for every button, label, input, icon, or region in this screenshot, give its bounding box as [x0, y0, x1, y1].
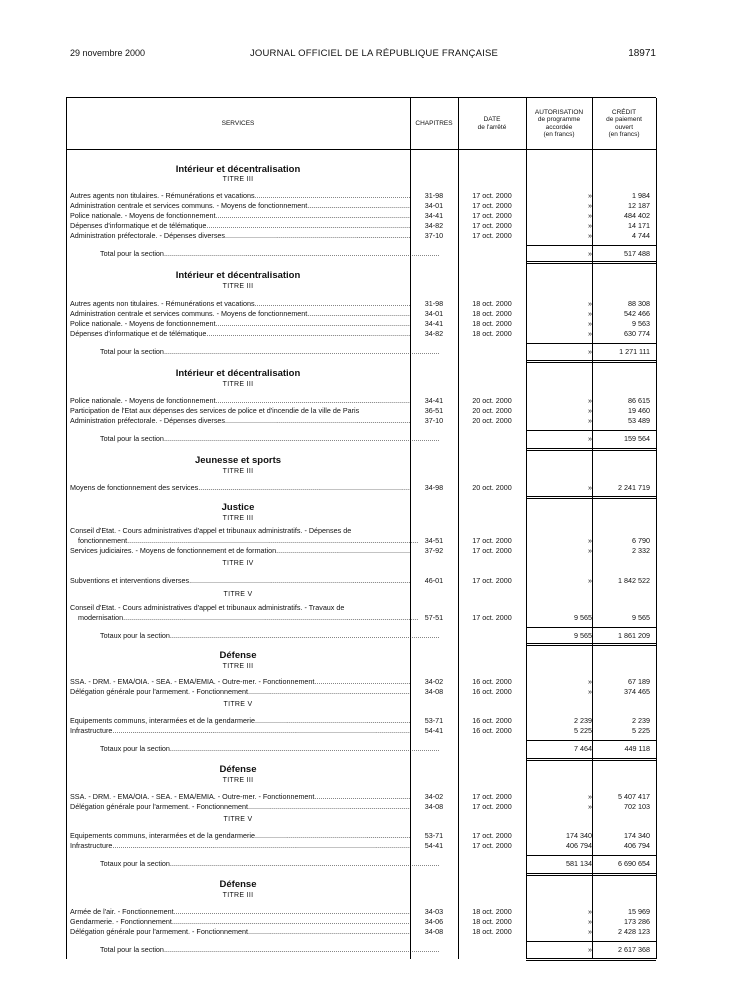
titre-label: TITRE III — [222, 777, 254, 784]
arrete-date: 17 oct. 2000 — [472, 841, 512, 850]
credit-value: 159 564 — [624, 434, 650, 443]
total-row — [66, 433, 656, 444]
autorisation-value: » — [588, 677, 592, 686]
autorisation-value: » — [588, 406, 592, 415]
service-label: Subventions et interventions diverses ..... — [70, 575, 410, 586]
total-row — [66, 248, 656, 259]
arrete-date: 20 oct. 2000 — [472, 416, 512, 425]
service-label: Armée de l'air. - Fonctionnement ..... — [70, 906, 410, 917]
total-row — [66, 743, 656, 754]
column-header-chapitres: CHAPITRES — [415, 119, 453, 127]
autorisation-value: » — [588, 483, 592, 492]
arrete-date: 18 oct. 2000 — [472, 309, 512, 318]
credit-value: 1 271 111 — [619, 347, 650, 356]
chapter-number: 34-08 — [424, 687, 444, 696]
chapter-number: 36-51 — [424, 406, 444, 415]
autorisation-value: 2 239 — [574, 716, 592, 725]
service-label: Administration préfectorale. - Dépenses diverses ..... — [70, 415, 410, 426]
chapter-number: 34-08 — [424, 802, 444, 811]
arrete-date: 17 oct. 2000 — [472, 201, 512, 210]
credit-value: 5 407 417 — [618, 792, 650, 801]
column-header-credit: CRÉDIT de paiement ouvert (en francs) — [606, 108, 642, 138]
section-title: Intérieur et décentralisation — [175, 368, 301, 379]
chapter-number: 34-06 — [424, 917, 444, 926]
total-row — [66, 858, 656, 869]
autorisation-value: » — [588, 396, 592, 405]
autorisation-value: » — [588, 211, 592, 220]
arrete-date: 17 oct. 2000 — [472, 536, 512, 545]
credit-value: 9 563 — [632, 319, 650, 328]
autorisation-value: 406 794 — [566, 841, 592, 850]
titre-label: TITRE III — [222, 176, 254, 183]
autorisation-value: » — [588, 319, 592, 328]
table-row — [66, 801, 656, 812]
service-label: Infrastructure ..... — [70, 725, 410, 736]
service-label: Police nationale. - Moyens de fonctionnement ..... — [70, 395, 410, 406]
arrete-date: 17 oct. 2000 — [472, 792, 512, 801]
service-label: Total pour la section ..... — [100, 944, 440, 955]
chapter-number: 31-98 — [424, 191, 444, 200]
section-title: Défense — [219, 879, 257, 890]
service-label: Infrastructure ..... — [70, 840, 410, 851]
service-label: Totaux pour la section ..... — [100, 858, 440, 869]
credit-value: 702 103 — [624, 802, 650, 811]
credit-value: 2 239 — [632, 716, 650, 725]
service-label: Dépenses d'informatique et de télématique ..... — [70, 328, 410, 339]
titre-label: TITRE III — [222, 515, 254, 522]
arrete-date: 16 oct. 2000 — [472, 726, 512, 735]
arrete-date: 18 oct. 2000 — [472, 927, 512, 936]
credit-value: 484 402 — [624, 211, 650, 220]
service-label: Conseil d'Etat. - Cours administratives d'appel et tribunaux administratifs. - Travaux de — [70, 603, 345, 612]
chapter-number: 34-41 — [424, 211, 444, 220]
column-header-services: SERVICES — [221, 119, 255, 127]
autorisation-value: » — [588, 536, 592, 545]
table-row — [66, 840, 656, 851]
credit-value: 406 794 — [624, 841, 650, 850]
credit-value: 14 171 — [628, 221, 650, 230]
titre-label: TITRE III — [222, 892, 254, 899]
service-label: fonctionnement ..... — [78, 535, 418, 546]
service-label: SSA. - DRM. - EMA/OIA. - SEA. - EMA/EMIA. - Outre-mer. - Fonctionnement ..... — [70, 676, 410, 687]
table-row — [66, 612, 656, 623]
service-label: Autres agents non titulaires. - Rémunérations et vacations ..... — [70, 190, 410, 201]
chapter-number: 34-98 — [424, 483, 444, 492]
arrete-date: 20 oct. 2000 — [472, 396, 512, 405]
chapter-number: 57-51 — [424, 613, 444, 622]
autorisation-value: » — [588, 907, 592, 916]
service-label: Administration préfectorale. - Dépenses diverses ..... — [70, 230, 410, 241]
autorisation-value: » — [588, 191, 592, 200]
table-row — [66, 328, 656, 339]
arrete-date: 18 oct. 2000 — [472, 907, 512, 916]
credit-value: 88 308 — [628, 299, 650, 308]
service-label: Délégation générale pour l'armement. - Fonctionnement ..... — [70, 801, 410, 812]
autorisation-value: » — [588, 576, 592, 585]
autorisation-value: » — [588, 309, 592, 318]
credit-value: 9 565 — [632, 613, 650, 622]
arrete-date: 18 oct. 2000 — [472, 917, 512, 926]
chapter-number: 34-01 — [424, 201, 444, 210]
autorisation-value: » — [588, 434, 592, 443]
chapter-number: 34-41 — [424, 396, 444, 405]
credit-value: 2 428 123 — [618, 927, 650, 936]
credit-value: 2 332 — [632, 546, 650, 555]
autorisation-value: 9 565 — [574, 631, 592, 640]
titre-label: TITRE III — [222, 381, 254, 388]
service-label: Equipements communs, interarmées et de la gendarmerie ..... — [70, 715, 410, 726]
service-label: Délégation générale pour l'armement. - Fonctionnement ..... — [70, 686, 410, 697]
service-label: Conseil d'Etat. - Cours administratives d'appel et tribunaux administratifs. - Dépenses de — [70, 526, 352, 535]
table-row — [66, 545, 656, 556]
titre-label: TITRE III — [222, 283, 254, 290]
table-row — [66, 230, 656, 241]
titre-label: TITRE V — [223, 591, 253, 598]
arrete-date: 18 oct. 2000 — [472, 329, 512, 338]
arrete-date: 17 oct. 2000 — [472, 831, 512, 840]
credit-value: 19 460 — [628, 406, 650, 415]
credit-value: 1 861 209 — [618, 631, 650, 640]
credit-value: 2 617 368 — [618, 945, 650, 954]
total-row — [66, 346, 656, 357]
autorisation-value: » — [588, 347, 592, 356]
credit-value: 374 465 — [624, 687, 650, 696]
credit-value: 1 842 522 — [618, 576, 650, 585]
service-label: Délégation générale pour l'armement. - Fonctionnement ..... — [70, 926, 410, 937]
arrete-date: 17 oct. 2000 — [472, 231, 512, 240]
service-label: Total pour la section ..... — [100, 433, 440, 444]
autorisation-value: » — [588, 221, 592, 230]
autorisation-value: » — [588, 927, 592, 936]
arrete-date: 17 oct. 2000 — [472, 613, 512, 622]
autorisation-value: » — [588, 201, 592, 210]
credit-value: 67 189 — [628, 677, 650, 686]
chapter-number: 54-41 — [424, 726, 444, 735]
service-label: Moyens de fonctionnement des services ..... — [70, 482, 410, 493]
table-row — [66, 725, 656, 736]
chapter-number: 37-92 — [424, 546, 444, 555]
autorisation-value: » — [588, 231, 592, 240]
autorisation-value: » — [588, 299, 592, 308]
chapter-number: 34-01 — [424, 309, 444, 318]
section-title: Intérieur et décentralisation — [175, 164, 301, 175]
chapter-number: 53-71 — [424, 716, 444, 725]
autorisation-value: 174 340 — [566, 831, 592, 840]
section-title: Défense — [219, 764, 257, 775]
autorisation-value: » — [588, 416, 592, 425]
service-label: Gendarmerie. - Fonctionnement ..... — [70, 916, 410, 927]
section-title: Justice — [221, 502, 255, 513]
chapter-number: 37-10 — [424, 416, 444, 425]
arrete-date: 16 oct. 2000 — [472, 716, 512, 725]
arrete-date: 16 oct. 2000 — [472, 687, 512, 696]
service-label: Equipements communs, interarmées et de la gendarmerie ..... — [70, 830, 410, 841]
credit-value: 6 790 — [632, 536, 650, 545]
credit-value: 1 984 — [632, 191, 650, 200]
credit-value: 173 286 — [624, 917, 650, 926]
header-journal-title: JOURNAL OFFICIEL DE LA RÉPUBLIQUE FRANÇAISE — [249, 48, 499, 59]
arrete-date: 17 oct. 2000 — [472, 221, 512, 230]
arrete-date: 18 oct. 2000 — [472, 299, 512, 308]
arrete-date: 17 oct. 2000 — [472, 802, 512, 811]
service-label: Autres agents non titulaires. - Rémunérations et vacations ..... — [70, 298, 410, 309]
service-label: Total pour la section ..... — [100, 346, 440, 357]
column-header-autorisation: AUTORISATION de programme accordée (en francs) — [534, 108, 584, 138]
credit-value: 5 225 — [632, 726, 650, 735]
service-label: Participation de l'Etat aux dépenses des services de police et d'incendie de la ville de Paris — [70, 406, 360, 415]
credit-value: 2 241 719 — [618, 483, 650, 492]
credits-table — [66, 97, 656, 959]
arrete-date: 18 oct. 2000 — [472, 319, 512, 328]
titre-label: TITRE III — [222, 468, 254, 475]
autorisation-value: 7 464 — [574, 744, 592, 753]
service-label: Dépenses d'informatique et de télématique ..... — [70, 220, 410, 231]
section-title: Défense — [219, 650, 257, 661]
titre-label: TITRE V — [223, 701, 253, 708]
chapter-number: 34-51 — [424, 536, 444, 545]
table-row — [66, 926, 656, 937]
chapter-number: 34-03 — [424, 907, 444, 916]
service-label: modernisation ..... — [78, 612, 418, 623]
arrete-date: 16 oct. 2000 — [472, 677, 512, 686]
arrete-date: 17 oct. 2000 — [472, 546, 512, 555]
chapter-number: 34-41 — [424, 319, 444, 328]
section-title: Jeunesse et sports — [194, 455, 282, 466]
credit-value: 12 187 — [628, 201, 650, 210]
titre-label: TITRE IV — [222, 560, 254, 567]
credit-value: 542 466 — [624, 309, 650, 318]
credit-value: 449 118 — [624, 744, 650, 753]
autorisation-value: 9 565 — [574, 613, 592, 622]
autorisation-value: » — [588, 792, 592, 801]
service-label: Total pour la section ..... — [100, 248, 440, 259]
autorisation-value: » — [588, 249, 592, 258]
arrete-date: 17 oct. 2000 — [472, 576, 512, 585]
titre-label: TITRE V — [223, 816, 253, 823]
chapter-number: 54-41 — [424, 841, 444, 850]
chapter-number: 34-82 — [424, 329, 444, 338]
service-label: Administration centrale et services communs. - Moyens de fonctionnement ..... — [70, 200, 410, 211]
autorisation-value: » — [588, 802, 592, 811]
chapter-number: 34-82 — [424, 221, 444, 230]
service-label: Services judiciaires. - Moyens de fonctionnement et de formation ..... — [70, 545, 410, 556]
autorisation-value: 581 134 — [566, 859, 592, 868]
arrete-date: 20 oct. 2000 — [472, 483, 512, 492]
autorisation-value: » — [588, 329, 592, 338]
arrete-date: 17 oct. 2000 — [472, 191, 512, 200]
table-row — [66, 482, 656, 493]
service-label: Police nationale. - Moyens de fonctionnement ..... — [70, 318, 410, 329]
header-page-number: 18971 — [628, 48, 656, 59]
table-row — [66, 415, 656, 426]
chapter-number: 31-98 — [424, 299, 444, 308]
titre-label: TITRE III — [222, 663, 254, 670]
credit-value: 86 615 — [628, 396, 650, 405]
credit-value: 4 744 — [632, 231, 650, 240]
autorisation-value: » — [588, 917, 592, 926]
service-label: Police nationale. - Moyens de fonctionnement ..... — [70, 210, 410, 221]
credit-value: 53 489 — [628, 416, 650, 425]
table-row — [66, 686, 656, 697]
chapter-number: 34-02 — [424, 677, 444, 686]
autorisation-value: » — [588, 546, 592, 555]
credit-value: 6 690 654 — [618, 859, 650, 868]
chapter-number: 37-10 — [424, 231, 444, 240]
credit-value: 630 774 — [624, 329, 650, 338]
column-header-date: DATE de l'arrêté — [477, 116, 507, 131]
credit-value: 15 969 — [628, 907, 650, 916]
arrete-date: 20 oct. 2000 — [472, 406, 512, 415]
chapter-number: 53-71 — [424, 831, 444, 840]
chapter-number: 34-08 — [424, 927, 444, 936]
total-row — [66, 630, 656, 641]
chapter-number: 34-02 — [424, 792, 444, 801]
service-label: Administration centrale et services communs. - Moyens de fonctionnement ..... — [70, 308, 410, 319]
header-date: 29 novembre 2000 — [70, 48, 146, 58]
total-row — [66, 944, 656, 955]
autorisation-value: 5 225 — [574, 726, 592, 735]
service-label: SSA. - DRM. - EMA/OIA. - SEA. - EMA/EMIA. - Outre-mer. - Fonctionnement ..... — [70, 791, 410, 802]
credit-value: 517 488 — [624, 249, 650, 258]
section-title: Intérieur et décentralisation — [175, 270, 301, 281]
autorisation-value: » — [588, 945, 592, 954]
table-row — [66, 575, 656, 586]
credit-value: 174 340 — [624, 831, 650, 840]
service-label: Totaux pour la section ..... — [100, 630, 440, 641]
service-label: Totaux pour la section ..... — [100, 743, 440, 754]
arrete-date: 17 oct. 2000 — [472, 211, 512, 220]
chapter-number: 46-01 — [424, 576, 444, 585]
autorisation-value: » — [588, 687, 592, 696]
